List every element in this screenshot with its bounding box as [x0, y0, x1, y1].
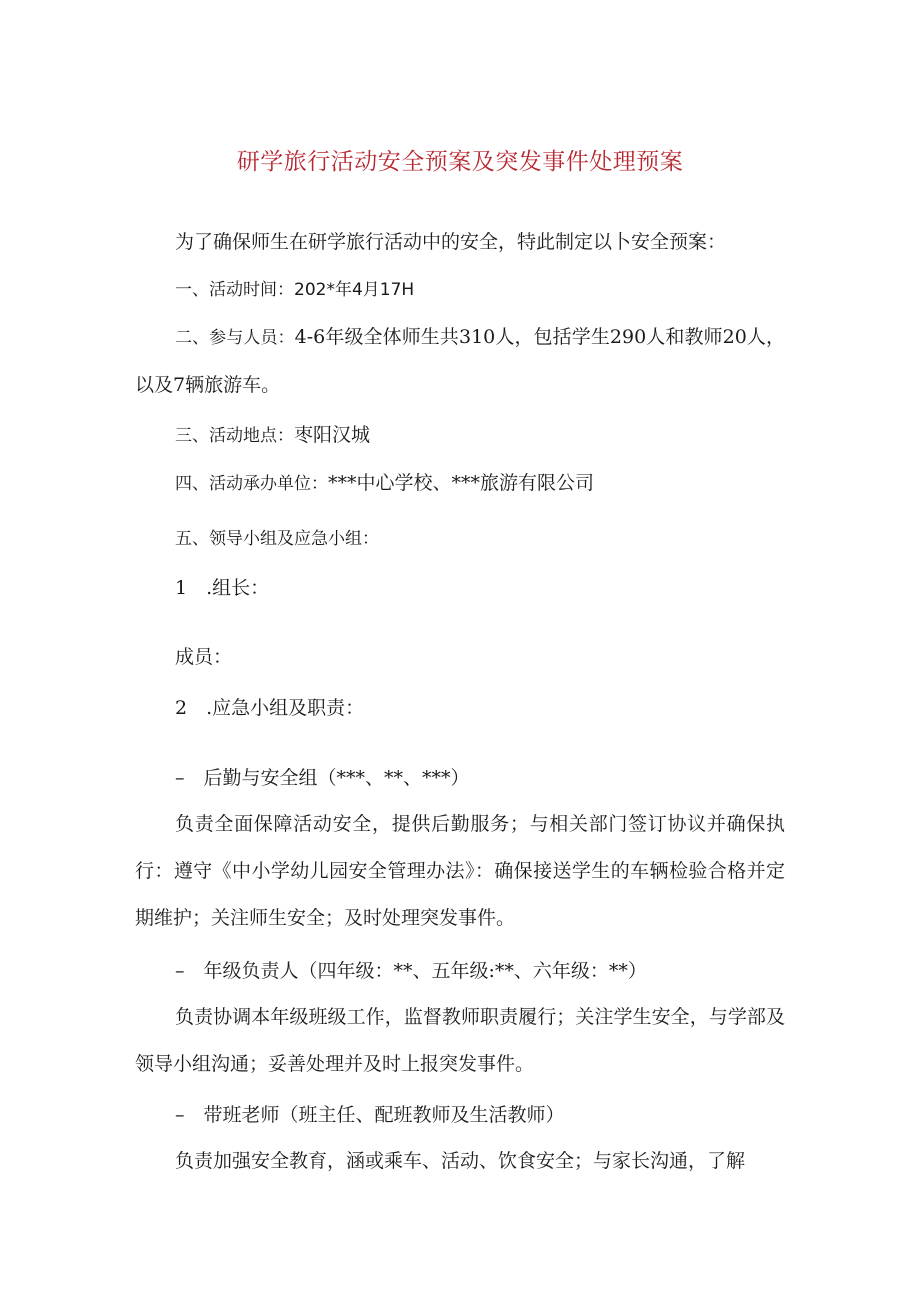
section-activity-time [175, 275, 414, 300]
section-label: 二、参与人员： [175, 328, 295, 348]
section-participants [135, 314, 785, 409]
group-logistics-desc: 负责全面保障活动安全，提供后勤服务；与相关部门签订协议并确保执行：遵守《中小学幼儿园安全管理办法》：确保接送学生的车辆检验合格并定期维护；关注师生安全；及时处理突发事件。 [135, 813, 785, 929]
document-title: 研学旅行活动安全预案及突发事件处理预案 [236, 149, 684, 175]
intro-paragraph: 为了确保师生在研学旅行活动中的安全，特此制定以卜安全预案： [175, 231, 727, 253]
section-label: 一、活动时间： [175, 280, 294, 300]
section-value: ***中心学校、***旅游有限公司 [328, 472, 595, 494]
section-label: 四、活动承办单位： [175, 474, 328, 494]
section-organizer [175, 468, 594, 495]
section-value: 202*年4月17H [294, 280, 415, 300]
subsection-leader: 1 .组长： [175, 577, 270, 599]
section-label: 三、活动地点： [175, 426, 294, 446]
group-grade-leaders-title: – 年级负责人（四年级：**、五年级:**、六年级：**） [175, 960, 647, 982]
section-value: 枣阳汉城 [294, 424, 371, 446]
group-teachers-desc: 负责加强安全教育，涵或乘车、活动、饮食安全；与家长沟通，了解 [175, 1150, 746, 1172]
group-logistics-title: – 后勤与安全组（***、**、***） [175, 767, 470, 789]
members-label: 成员： [175, 646, 233, 668]
group-teachers-title: – 带班老师（班主任、配班教师及生活教师） [175, 1104, 565, 1126]
subsection-emergency: 2 .应急小组及职责： [175, 697, 365, 719]
section-value: 4-6年级全体师生共310人，包括学生290人和教师20人，以及7辆旅游车。 [135, 326, 785, 396]
section-leadership: 五、领导小组及应急小组： [175, 529, 379, 549]
group-grade-leaders-desc: 负责协调本年级班级工作，监督教师职责履行；关注学生安全，与学部及领导小组沟通；妥善处理并及时上报突发事件。 [135, 1006, 785, 1075]
section-location [175, 420, 370, 447]
